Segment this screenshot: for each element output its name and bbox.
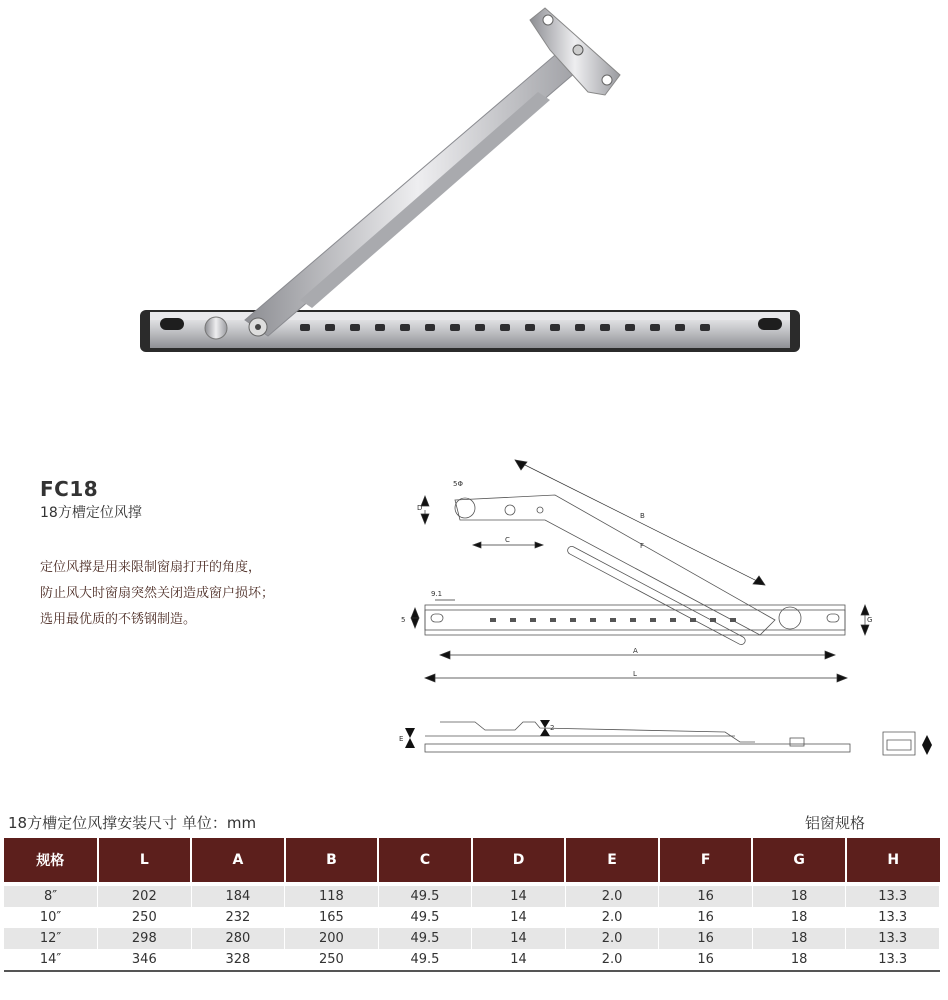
label-a: A — [633, 647, 638, 655]
table-cell: 10″ — [4, 907, 98, 928]
table-cell: 118 — [285, 884, 379, 907]
table-cell: 18 — [752, 949, 846, 971]
table-cell: 14 — [472, 928, 566, 949]
table-cell: 250 — [98, 907, 192, 928]
spec-table — [4, 838, 940, 972]
header-e: E — [565, 838, 659, 884]
table-row — [4, 907, 940, 928]
table-cell: 49.5 — [378, 907, 472, 928]
base-rail — [140, 310, 800, 352]
table-cell: 280 — [191, 928, 285, 949]
table-cell: 16 — [659, 907, 753, 928]
table-cell: 8″ — [4, 884, 98, 907]
side-view — [425, 722, 915, 755]
header-c: C — [378, 838, 472, 884]
table-row — [4, 949, 940, 971]
table-cell: 298 — [98, 928, 192, 949]
label-l: L — [633, 670, 637, 678]
table-cell: 14 — [472, 884, 566, 907]
label-e: E — [399, 735, 404, 743]
header-g: G — [752, 838, 846, 884]
table-right-caption: 铝窗规格 — [805, 814, 866, 832]
header-d: D — [472, 838, 566, 884]
label-d: D — [417, 504, 423, 512]
table-cell: 12″ — [4, 928, 98, 949]
label-5phi: 5Φ — [453, 480, 463, 488]
table-cell: 2.0 — [565, 907, 659, 928]
label-b: B — [640, 512, 645, 520]
header-f: F — [659, 838, 753, 884]
table-cell: 14 — [472, 907, 566, 928]
description-line-3: 选用最优质的不锈钢制造。 — [40, 612, 197, 627]
model-code: FC18 — [40, 477, 99, 501]
table-cell: 16 — [659, 884, 753, 907]
label-f: F — [640, 542, 645, 550]
table-cell: 2.0 — [565, 884, 659, 907]
header-b: B — [285, 838, 379, 884]
table-row — [4, 884, 940, 907]
description-line-1: 定位风撑是用来限制窗扇打开的角度， — [40, 560, 262, 575]
table-cell: 13.3 — [846, 907, 940, 928]
table-cell: 202 — [98, 884, 192, 907]
arm-outline — [455, 495, 775, 635]
label-g: G — [867, 616, 873, 624]
product-name: 18方槽定位风撑 — [40, 505, 142, 521]
description-line-2: 防止风大时窗扇突然关闭造成窗户损坏； — [40, 586, 275, 601]
table-cell: 18 — [752, 907, 846, 928]
label-9-1: 9.1 — [431, 590, 443, 598]
table-cell: 18 — [752, 928, 846, 949]
table-cell: 200 — [285, 928, 379, 949]
table-cell: 328 — [191, 949, 285, 971]
table-cell: 18 — [752, 884, 846, 907]
table-cell: 346 — [98, 949, 192, 971]
support-arm — [245, 8, 620, 336]
header-spec: 规格 — [4, 838, 98, 884]
table-cell: 13.3 — [846, 928, 940, 949]
table-cell: 49.5 — [378, 949, 472, 971]
table-cell: 13.3 — [846, 884, 940, 907]
header-l: L — [98, 838, 192, 884]
table-cell: 250 — [285, 949, 379, 971]
bolt-hex — [505, 505, 515, 515]
table-cell: 49.5 — [378, 928, 472, 949]
table-cell: 2.0 — [565, 949, 659, 971]
pivot-hole — [455, 498, 475, 518]
header-h: H — [846, 838, 940, 884]
table-cell: 14 — [472, 949, 566, 971]
table-cell: 13.3 — [846, 949, 940, 971]
table-cell: 16 — [659, 949, 753, 971]
table-cell: 2.0 — [565, 928, 659, 949]
table-cell: 49.5 — [378, 884, 472, 907]
technical-drawing — [395, 450, 948, 770]
table-cell: 232 — [191, 907, 285, 928]
table-cell: 16 — [659, 928, 753, 949]
product-photo — [0, 0, 948, 400]
table-caption: 18方槽定位风撑安装尺寸 单位：mm — [8, 814, 257, 832]
header-a: A — [191, 838, 285, 884]
label-c: C — [505, 536, 510, 544]
table-cell: 14″ — [4, 949, 98, 971]
table-cell: 184 — [191, 884, 285, 907]
label-5: 5 — [401, 616, 406, 624]
table-row — [4, 928, 940, 949]
label-2: 2 — [550, 724, 555, 732]
table-cell: 165 — [285, 907, 379, 928]
table-header-row — [4, 838, 940, 884]
